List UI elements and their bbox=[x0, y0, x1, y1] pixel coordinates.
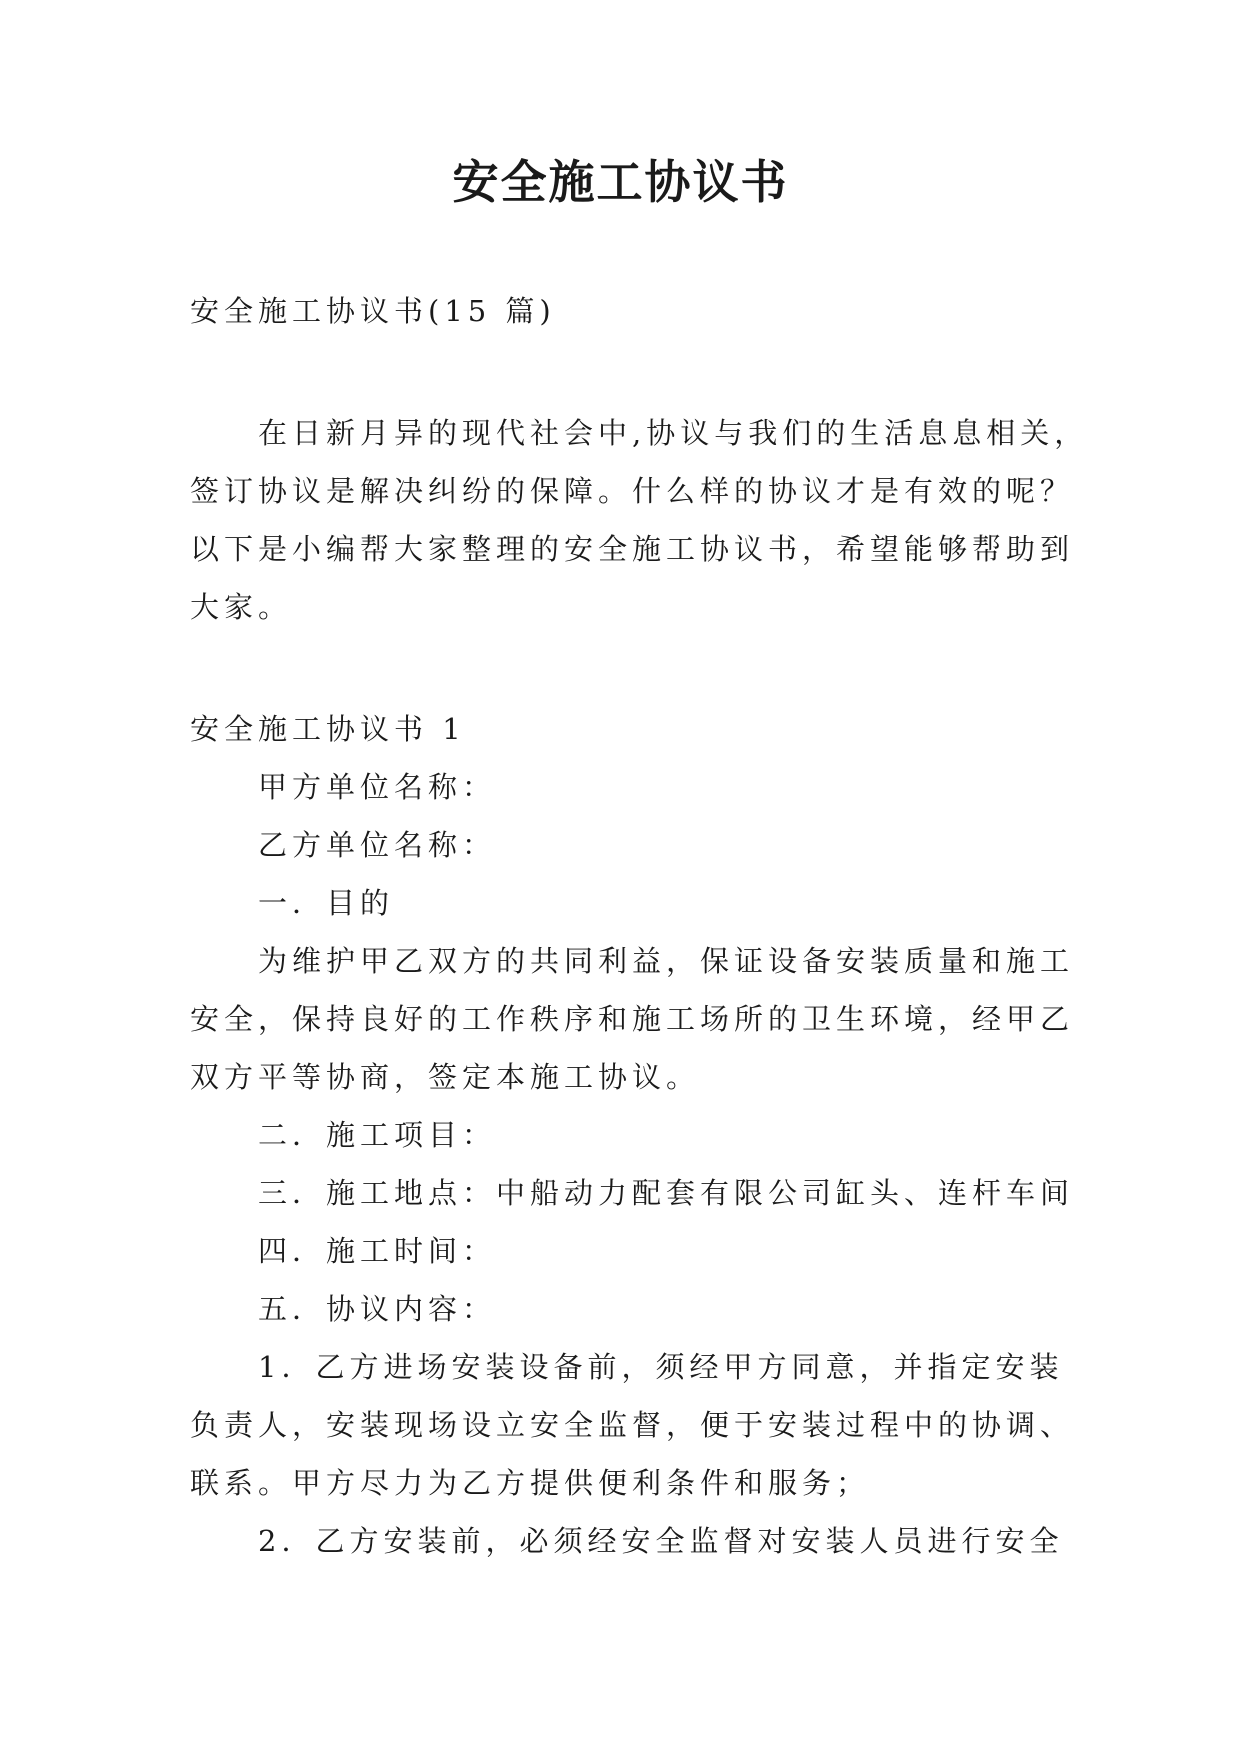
clause-1-line: 1．乙方进场安装设备前，须经甲方同意，并指定安装 bbox=[258, 1350, 1064, 1384]
item-3: 三．施工地点：中船动力配套有限公司缸头、连杆车间 bbox=[258, 1176, 1075, 1210]
document-title: 安全施工协议书 bbox=[452, 155, 789, 209]
intro-line: 签订协议是解决纠纷的保障。什么样的协议才是有效的呢？ bbox=[190, 474, 1075, 508]
intro-line: 在日新月异的现代社会中,协议与我们的生活息息相关， bbox=[258, 416, 1089, 450]
item-5: 五．协议内容： bbox=[258, 1292, 497, 1326]
party-a-label: 甲方单位名称： bbox=[258, 770, 497, 804]
item-1-heading: 一．目的 bbox=[258, 886, 395, 920]
item-4: 四．施工时间： bbox=[258, 1234, 497, 1268]
purpose-line: 双方平等协商，签定本施工协议。 bbox=[190, 1060, 701, 1094]
document-subtitle: 安全施工协议书(15 篇) bbox=[190, 294, 556, 328]
document-body bbox=[190, 282, 1089, 1570]
clause-2-line: 2．乙方安装前，必须经安全监督对安装人员进行安全 bbox=[258, 1524, 1064, 1558]
intro-line: 大家。 bbox=[190, 590, 293, 624]
purpose-line: 安全，保持良好的工作秩序和施工场所的卫生环境，经甲乙 bbox=[190, 1002, 1075, 1036]
intro-paragraph bbox=[190, 404, 1089, 636]
party-b-label: 乙方单位名称： bbox=[258, 828, 497, 862]
section-1 bbox=[190, 700, 1075, 1570]
section-title: 安全施工协议书 1 bbox=[190, 712, 466, 746]
intro-line: 以下是小编帮大家整理的安全施工协议书，希望能够帮助到 bbox=[190, 532, 1075, 566]
item-2: 二．施工项目： bbox=[258, 1118, 497, 1152]
clause-1-line: 联系。甲方尽力为乙方提供便利条件和服务； bbox=[190, 1466, 871, 1500]
clause-1-line: 负责人，安装现场设立安全监督，便于安装过程中的协调、 bbox=[190, 1408, 1075, 1442]
purpose-line: 为维护甲乙双方的共同利益，保证设备安装质量和施工 bbox=[258, 944, 1075, 978]
